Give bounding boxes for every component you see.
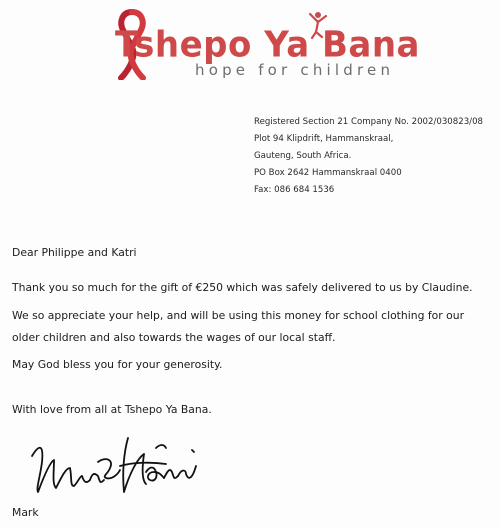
paragraph-appreciation-line1: We so appreciate your help, and will be using this money for school clothing for our	[12, 309, 465, 322]
letterhead-logo	[95, 4, 485, 82]
paragraph-thanks: Thank you so much for the gift of €250 which was safely delivered to us by Claudine.	[12, 281, 473, 294]
closing: With love from all at Tshepo Ya Bana.	[12, 403, 212, 416]
handwritten-signature	[28, 432, 203, 502]
address-line-registration: Registered Section 21 Company No. 2002/030823/08	[254, 117, 484, 127]
organization-tagline: hope for children	[195, 61, 395, 79]
address-line-po-box: PO Box 2642 Hammanskraal 0400	[254, 168, 402, 178]
salutation: Dear Philippe and Katri	[12, 246, 137, 259]
organization-name: Tshepo Ya Bana	[115, 24, 420, 66]
address-line-region: Gauteng, South Africa.	[254, 151, 352, 161]
paragraph-appreciation-line2: older children and also towards the wages of our local staff.	[12, 331, 336, 344]
address-block	[254, 114, 483, 199]
address-line-fax: Fax: 086 684 1536	[254, 185, 335, 195]
address-line-plot: Plot 94 Klipdrift, Hammanskraal,	[254, 134, 394, 144]
signer-name: Mark	[12, 506, 39, 519]
paragraph-blessing: May God bless you for your generosity.	[12, 358, 223, 371]
dancing-child-icon	[300, 10, 330, 40]
